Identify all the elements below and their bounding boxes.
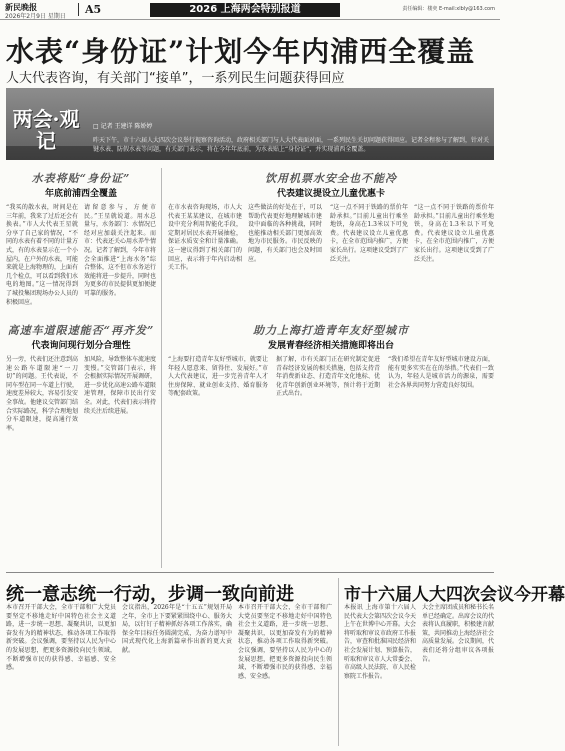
- article-column: 本市召开干部大会，全市干部和广大党员要坚定不移地走好中国特色社会主义道路，进一步统一思想、凝聚共识，以更加奋发有为的精神状态，推动各项工作取得新突破。会议强调，要坚持以人民为中心的发展思想，把更多资源投向民生领域，不断增强市民的获得感、幸福感、安全感。: [6, 604, 116, 672]
- column-divider: [161, 168, 162, 568]
- section-title-highway-lanes: [6, 322, 156, 351]
- section-title-water-meter: [6, 170, 156, 199]
- article-column: 本市召开干部大会，全市干部和广大党员要坚定不移地走好中国特色社会主义道路，进一步统一思想、凝聚共识，以更加奋发有为的精神状态，推动各项工作取得新突破。会议强调，要坚持以人民为中心的发展思想，把更多资源投向民生领域，不断增强市民的获得感、幸福感、安全感。: [238, 604, 332, 680]
- article-column: 本报讯 上海市第十六届人民代表大会第四次会议今天上午在世博中心开幕。大会将听取和审议市政府工作报告，审查和批准国民经济和社会发展计划、预算报告，听取和审议市人大常委会、市高级人民法院、市人民检察院工作报告。: [344, 604, 417, 680]
- article-column: 这些做法的好处在于，可以帮助代表更好地理解城市建设中面临的各种挑战，同时也能推动相关部门更加高效地为市民服务。市民反映的问题，有关部门也会及时回应。: [248, 204, 322, 263]
- section-subtitle: 发展青春经济相关措施即将出台: [267, 341, 394, 351]
- column-divider: [338, 578, 339, 746]
- article-column: “我们希望在青年友好型城市建设方面，能有更多实实在在的举措。”代表们一致认为，年轻人是城市活力的源泉，需要社会各界共同努力营造良好氛围。: [388, 356, 494, 389]
- article-column: 在市水表咨询现场，市人大代表王某某建议，在城市建设中充分利用智能化手段，定期对居民水表开展抽检，保证水质安全和计量准确。这一建议得到了相关部门的回应，表示将于年内启动相关工作。: [168, 204, 242, 272]
- article-column: “这一点不同于铁路的票价年龄承担。”目前儿童出行乘坐地铁，身高在1.3米以下可免费。代表建议设立儿童优惠卡，在全市范围内推广，方便家长出行。这项建议受到了广泛关注。: [330, 204, 409, 263]
- section-calligraphy-title: 饮用机票水安全也不能冷: [265, 172, 397, 185]
- editor-credit: 责任编辑：楼奕 E-mail:xlbly@163.com: [402, 6, 495, 12]
- byline: □ 记者 王建详 陈娇婷: [93, 123, 153, 130]
- section-divider: [6, 572, 494, 573]
- newspaper-logo: 新民晚报: [5, 2, 37, 12]
- main-subheadline: 人大代表咨询，有关部门“接单”，一系列民生问题获得回应: [6, 71, 345, 86]
- section-subtitle: 代表建议提设立儿童优惠卡: [276, 189, 385, 199]
- special-report-band: 2026 上海两会特别报道: [150, 3, 340, 17]
- article-column: 据了解，市有关部门正在研究制定促进青春经济发展的相关措施，包括支持青年消费新业态、打造青年文化地标、优化青年创新创业环境等，预计将于近期正式出台。: [276, 356, 380, 398]
- main-headline: 水表“身份证”计划今年内浦西全覆盖: [6, 35, 476, 68]
- article-column: 会议指出，2026年是“十五五”规划开局之年，全市上下要紧紧围绕中心、服务大局，以钉钉子精神抓好各项工作落实，确保全年目标任务圆满完成，为奋力谱写中国式现代化上海新篇章作出新的更大贡献。: [122, 604, 232, 654]
- section-subtitle: 代表询问现行划分合理性: [31, 341, 131, 351]
- lead-paragraph: 昨天下午，市十六届人大四次会议举行视察咨询活动，政府相关部门与人大代表面对面，一系列民生关切问题获得回应。记者全程参与了解到，针对关键水表、防假水表等问题，有关部门表示，将在今年年底前，为水表贴上“身份证”，并实现浦西全覆盖。: [93, 137, 490, 153]
- section-title-youth-city: [168, 322, 494, 351]
- section-calligraphy-title: 水表将贴“身份证”: [31, 172, 131, 185]
- section-calligraphy-title: 助力上海打造青年友好型城市: [253, 324, 409, 337]
- article-column: 另一旁，代表们还注意到高速公路车道限速“一刀切”的问题。王代表说，不同车型在同一车道上行驶，速度差异较大，容易引发安全事故。他建议交管部门结合实际路况，科学合理地划分车道限速，提高通行效率。: [6, 356, 79, 432]
- article-column: “上海要打造青年友好型城市，就要让年轻人愿意来、留得住、发展好。”市人大代表建议，进一步完善青年人才住房保障、就业创业支持、婚育服务等配套政策。: [168, 356, 268, 398]
- article-column: 加风险，导致整体车流速度变慢。”交管部门表示，将会根据实际情况开展调研，进一步优化高速公路车道限速管理，保障市民出行安全。对此，代表们表示将持续关注后续进展。: [84, 356, 157, 415]
- column-logo: [6, 108, 86, 164]
- article-column: “这一点不同于铁路的票价年龄承担。”目前儿童出行乘坐地铁，身高在1.3米以下可免费。代表建议设立儿童优惠卡，在全市范围内推广，方便家长出行。这项建议受到了广泛关注。: [414, 204, 494, 263]
- section-calligraphy-title: 高速车道限速能否“再齐发”: [7, 324, 155, 337]
- masthead: [0, 0, 500, 20]
- article-column: 大会主席团成员和秘书长名单已经确定。出席会议的代表将认真履职，积极建言献策，共同推动上海经济社会高质量发展。会议期间，代表们还将分组审议各项报告。: [422, 604, 495, 663]
- article-column: “我买的散水表，时间是在三年前，我来了过后还会有换表。”市人大代表王星就分享了自己家的情况，“不同的水表有着不同的计量方式，有的水表显示在一个小屋内，在户外的水表，可能来就是上海物理的，上面有几个检点，可以看到我们水电的地图。”这一情况得到了城投集团现场办公人员的积极回应。: [6, 204, 79, 306]
- issue-date: 2026年2月9日 星期日: [5, 13, 66, 20]
- section-subtitle: 年底前浦西全覆盖: [44, 189, 117, 199]
- bottom-right-headline: 市十六届人大四次会议今开幕: [344, 585, 565, 605]
- page-number: A5: [78, 3, 101, 16]
- bottom-left-headline: 统一意志统一行动，步调一致向前进: [6, 584, 294, 605]
- article-column: 请留意参与，方便市民。”王星就说道。用水总量与，水务部门：水情况已经对应加载关注起来。而市：代表还关心用水养牛情况。记者了解到，今年市将会全面推进“上海水务”综合整体，这不但市水务运行效能将进一步提升，同时也为更多的市民提供更加便捷可靠的服务。: [84, 204, 157, 297]
- column-logo-text: 两会·观记: [12, 107, 80, 153]
- section-title-child-card: [168, 170, 494, 199]
